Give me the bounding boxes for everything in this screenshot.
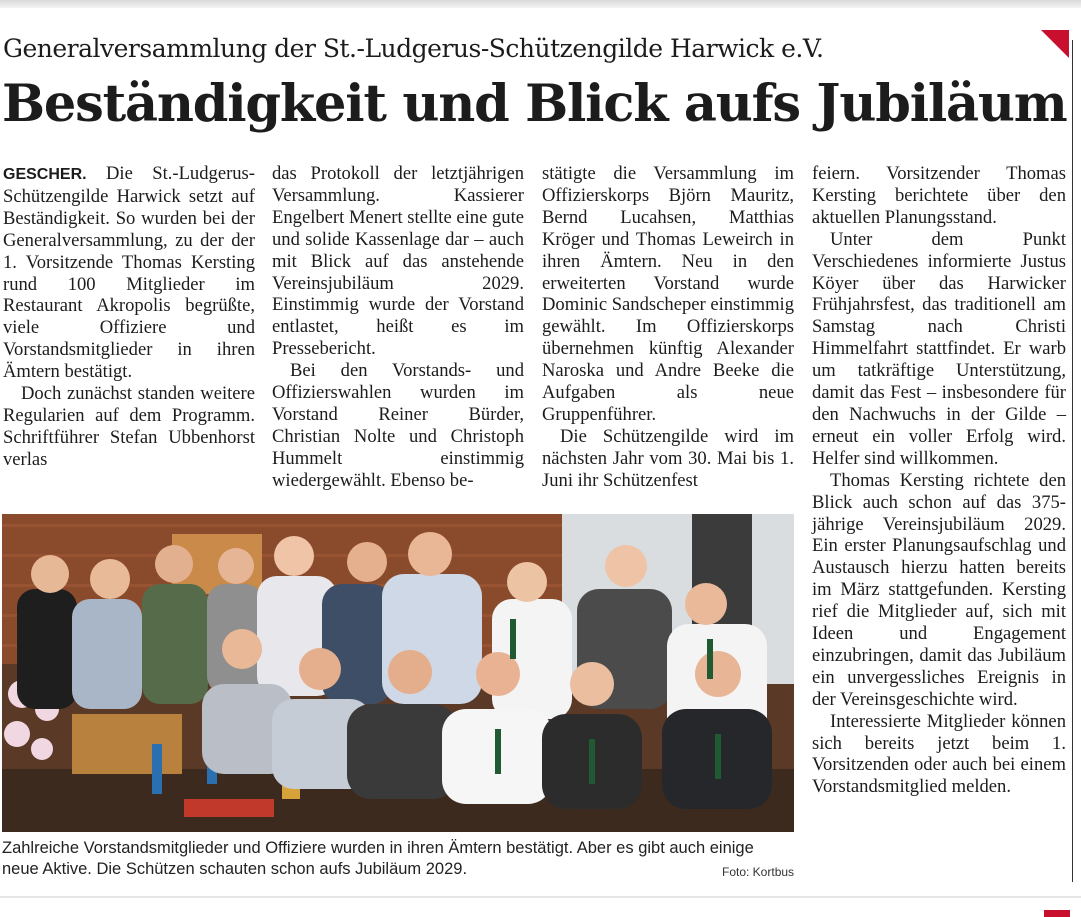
- paragraph: stätigte die Versammlung im Offizierskorps Björn Mauritz, Bernd Lucahsen, Matthias Kröger und Thomas Leweirch in ihren Ämtern. Neu in den erweiterten Vorstand wurde Dominic Sandscheper einstimmig gewählt. Im Offizierskorps übernehmen künftig Alexander Naroska und Andre Beeke die Aufgaben als neue Gruppenführer.: [542, 163, 795, 425]
- paragraph-text: Die St.-Ludgerus-Schützengilde Harwick setzt auf Beständigkeit. So wurden bei der Generalversammlung, zu der der 1. Vorsitzende Thomas Kersting rund 100 Mitglieder im Restaurant Akropolis begrüßte, viele Offiziere und Vorstandsmitglieder in ihren Ämtern bestätigt.: [3, 163, 255, 383]
- article-kicker: Generalversammlung der St.-Ludgerus-Schützengilde Harwick e.V.: [3, 34, 824, 63]
- dateline: GESCHER.: [3, 166, 87, 183]
- page-top-strip: [0, 0, 1081, 8]
- photo-credit: Foto: Kortbus: [722, 865, 795, 879]
- paragraph: Unter dem Punkt Verschiedenes informierte Justus Köyer über das Harwicker Frühjahrsfest, das traditionell am Samstag nach Christi Himmelfahrt stattfindet. Er warb um tatkräftige Unterstützung, damit das Fest – insbesondere für den Nachwuchs in der Gilde – erneut ein voller Erfolg wird. Helfer sind willkommen.: [812, 228, 1066, 469]
- article-headline: Beständigkeit und Blick aufs Jubiläum: [2, 74, 1067, 134]
- text-column-3: [542, 163, 794, 492]
- group-photo-illustration: [2, 514, 794, 832]
- paragraph: Doch zunächst standen weitere Regularien auf dem Programm. Schriftführer Stefan Ubbenhorst verlas: [3, 383, 255, 470]
- text-column-1: [3, 163, 255, 471]
- page-bottom-marker: [1044, 910, 1070, 917]
- paragraph: Bei den Vorstands- und Offizierswahlen wurden im Vorstand Reiner Bürder, Christian Nolte und Christoph Hummelt einstimmig wiedergewählt. Ebenso be-: [272, 360, 524, 491]
- photo-caption: Zahlreiche Vorstandsmitglieder und Offiziere wurden in ihren Ämtern bestätigt. Aber es gibt auch einige neue Aktive. Die Schützen schauten schon aufs Jubiläum 2029.: [2, 839, 754, 878]
- paragraph: Interessierte Mitglieder können sich bereits jetzt beim 1. Vorsitzenden oder auch bei einem Vorstandsmitglied melden.: [812, 710, 1066, 798]
- group-photo: [2, 514, 794, 832]
- paragraph: feiern. Vorsitzender Thomas Kersting berichtete über den aktuellen Planungsstand.: [812, 163, 1066, 228]
- page-bottom-rule: [0, 896, 1081, 898]
- paragraph: [3, 163, 255, 383]
- paragraph: das Protokoll der letztjährigen Versammlung. Kassierer Engelbert Menert stellte eine gute und solide Kassenlage dar – auch mit Blick auf das anstehende Vereinsjubiläum 2029. Einstimmig wurde der Vorstand entlastet, heißt es im Pressebericht.: [272, 163, 524, 360]
- paragraph: Die Schützengilde wird im nächsten Jahr vom 30. Mai bis 1. Juni ihr Schützenfest: [542, 425, 794, 491]
- paragraph: Thomas Kersting richtete den Blick auch schon auf das 375-jährige Vereinsjubiläum 2029. Ein erster Planungsaufschlag und Austausch hierzu hatten bereits im März stattgefunden. Kersting rief die Mitglieder auf, sich mit Ideen und Engagement einzubringen, damit das Jubiläum ein unvergessliches Ereignis in der Vereinsgeschichte wird.: [812, 469, 1066, 710]
- text-column-2: [272, 163, 524, 492]
- column-rule: [1072, 40, 1073, 882]
- page-corner-marker: [1041, 30, 1069, 58]
- text-column-4: [812, 163, 1066, 798]
